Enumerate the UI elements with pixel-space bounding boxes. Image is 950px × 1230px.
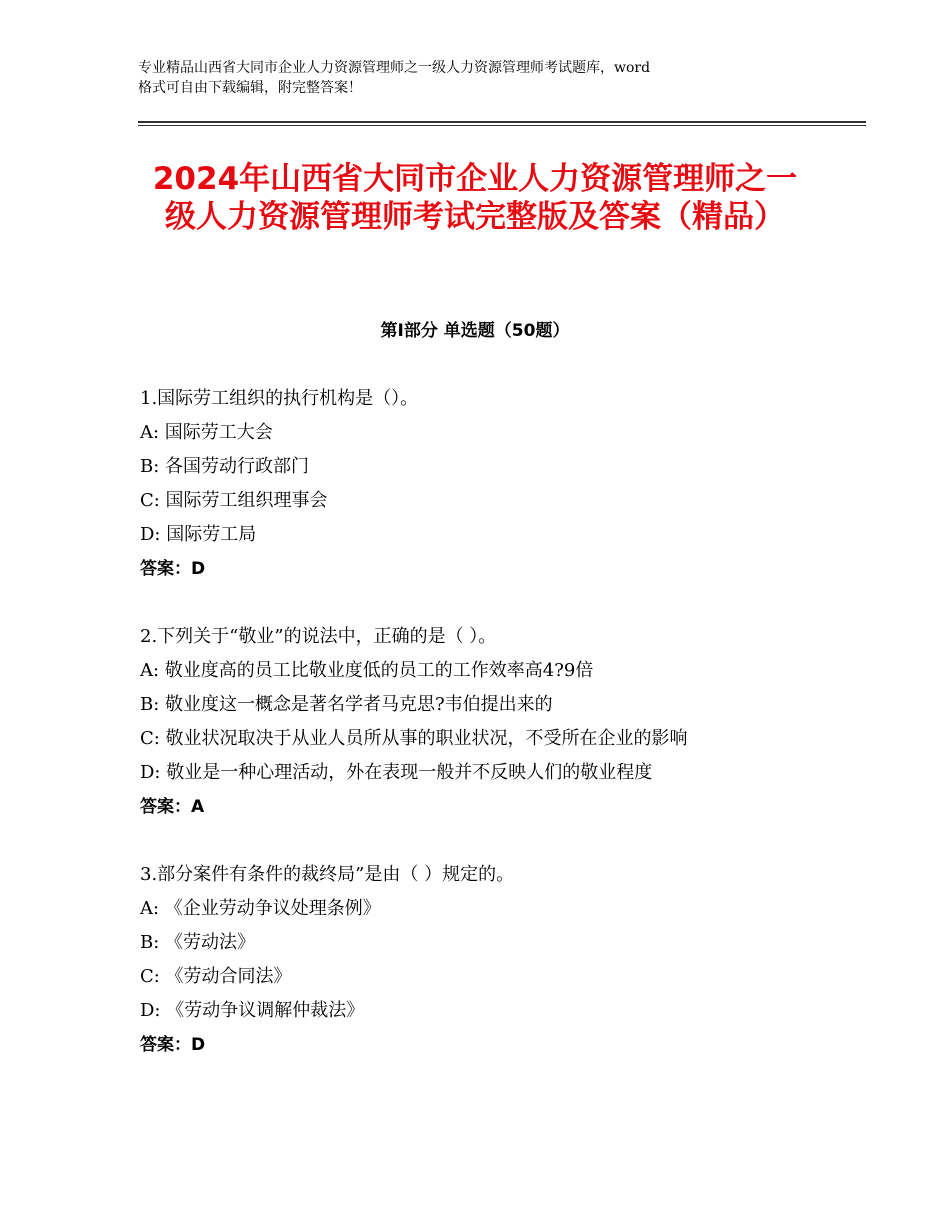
answer-line: 答案：D: [140, 1035, 206, 1055]
option-c: C: 敬业状况取决于从业人员所从事的职业状况，不受所在企业的影响: [140, 728, 688, 749]
question-list: [140, 382, 840, 1096]
section-title: 第Ⅰ部分 单选题（50题）: [380, 321, 570, 341]
question-item: [140, 382, 840, 586]
option-c: C: 《劳动合同法》: [140, 966, 292, 987]
document-title: 2024年山西省大同市企业人力资源管理师之一级人力资源管理师考试完整版及答案（精品）: [152, 161, 798, 235]
header-note-line-2: 格式可自由下载编辑，附完整答案！: [138, 80, 362, 96]
option-a: A: 国际劳工大会: [140, 422, 273, 443]
header-note-line-1: 专业精品山西省大同市企业人力资源管理师之一级人力资源管理师考试题库，word: [138, 60, 651, 76]
option-d: D: 敬业是一种心理活动，外在表现一般并不反映人们的敬业程度: [140, 762, 653, 783]
question-stem: 2.下列关于“敬业”的说法中，正确的是（ ）。: [140, 626, 497, 647]
question-item: [140, 858, 840, 1062]
question-stem: 1.国际劳工组织的执行机构是（）。: [140, 388, 419, 409]
answer-line: 答案：D: [140, 559, 206, 579]
option-b: B: 敬业度这一概念是著名学者马克思?韦伯提出来的: [140, 694, 553, 715]
question-stem: 3.部分案件有条件的裁终局”是由（ ）规定的。: [140, 864, 515, 885]
header-divider-thin: [138, 125, 866, 126]
option-d: D: 《劳动争议调解仲裁法》: [140, 1000, 365, 1021]
header-divider-thick: [138, 121, 866, 123]
option-a: A: 《企业劳动争议处理条例》: [140, 898, 381, 919]
answer-line: 答案：A: [140, 797, 205, 817]
option-b: B: 《劳动法》: [140, 932, 256, 953]
option-a: A: 敬业度高的员工比敬业度低的员工的工作效率高4?9倍: [140, 660, 594, 681]
question-item: [140, 620, 840, 824]
option-c: C: 国际劳工组织理事会: [140, 490, 328, 511]
option-d: D: 国际劳工局: [140, 524, 257, 545]
option-b: B: 各国劳动行政部门: [140, 456, 310, 477]
header-note: [138, 58, 818, 98]
